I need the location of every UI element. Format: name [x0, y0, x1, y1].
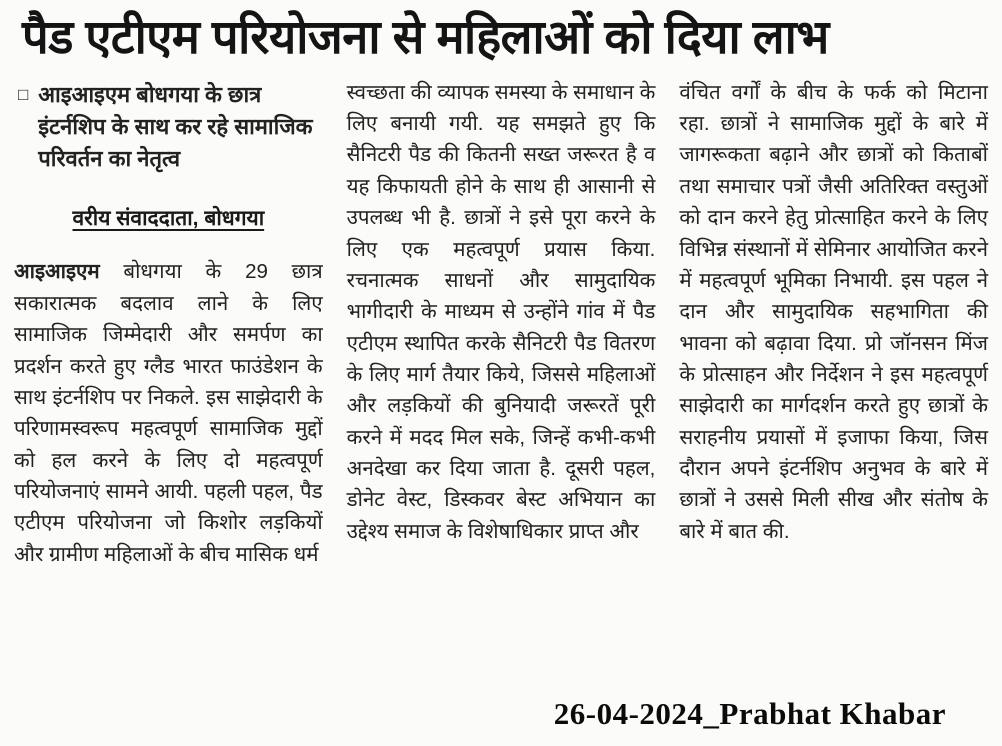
column-1 — [14, 75, 323, 570]
square-bullet-icon: □ — [18, 84, 29, 104]
column-2 — [347, 75, 656, 570]
article-subheading — [18, 79, 323, 175]
article-columns — [0, 71, 1002, 570]
article-paragraph-1 — [14, 256, 323, 570]
article-subheading-text: आइआइएम बोधगया के छात्र इंटर्नशिप के साथ कर रहे सामाजिक परिवर्तन का नेतृत्व — [38, 81, 313, 171]
article-paragraph-2: स्वच्छता की व्यापक समस्या के समाधान के लिए बनायी गयी. यह समझते हुए कि सैनिटरी पैड की कितनी सख्त जरूरत है व यह किफायती होने के साथ ही आसानी से उपलब्ध भी है. छात्रों ने इसे पूरा करने के लिए एक महत्वपूर्ण प्रयास किया. रचनात्मक साधनों और सामुदायिक भागीदारी के माध्यम से उन्होंने गांव में पैड एटीएम स्थापित करके सैनिटरी पैड वितरण के लिए मार्ग तैयार किये, जिससे महिलाओं और लड़कियों की बुनियादी जरूरतें पूरी करने में मदद मिल सके, जिन्हें कभी-कभी अनदेखा कर दिया जाता है. दूसरी पहल, डोनेट वेस्ट, डिस्कवर बेस्ट अभियान का उद्देश्य समाज के विशेषाधिकार प्राप्त और — [346, 80, 656, 543]
column-3 — [679, 75, 988, 570]
article-headline: पैड एटीएम परियोजना से महिलाओं को दिया लाभ — [22, 10, 829, 63]
article-paragraph-3: वंचित वर्गों के बीच के फर्क को मिटाना रहा. छात्रों ने सामाजिक मुद्दों के बारे में जागरूकता बढ़ाने और छात्रों को किताबों तथा समाचार पत्रों जैसी अतिरिक्त वस्तुओं को दान करने हेतु प्रोत्साहित करने के लिए विभिन्न संस्थानों में सेमिनार आयोजित करने में महत्वपूर्ण भूमिका निभायी. इस पहल ने दान और सामुदायिक सहभागिता की भावना को बढ़ावा दिया. प्रो जॉनसन मिंज के प्रोत्साहन और निर्देशन ने इस महत्वपूर्ण साझेदारी का मार्गदर्शन करते हुए छात्रों के सराहनीय प्रयासों में इजाफा किया, जिस दौरान अपने इंटर्नशिप अनुभव के बारे में छात्रों ने उससे मिली सीख और संतोष के बारे में बात की. — [679, 80, 988, 543]
date-source-caption: 26-04-2024_Prabhat Khabar — [553, 696, 946, 731]
byline: वरीय संवाददाता, बोधगया — [72, 207, 265, 231]
article-paragraph-1-text: बोधगया के 29 छात्र सकारात्मक बदलाव लाने के लिए सामाजिक जिम्मेदारी और समर्पण का प्रदर्शन करते हुए ग्लैड भारत फाउंडेशन के साथ इंटर्नशिप पर निकले. इस साझेदारी के परिणामस्वरूप महत्वपूर्ण सामाजिक मुद्दों को हल करने के लिए दो महत्वपूर्ण परियोजनाएं सामने आयी. पहली पहल, पैड एटीएम परियोजना जो किशोर लड़कियों और ग्रामीण महिलाओं के बीच मासिक धर्म — [14, 260, 323, 566]
lead-word: आइआइएम — [14, 260, 100, 284]
